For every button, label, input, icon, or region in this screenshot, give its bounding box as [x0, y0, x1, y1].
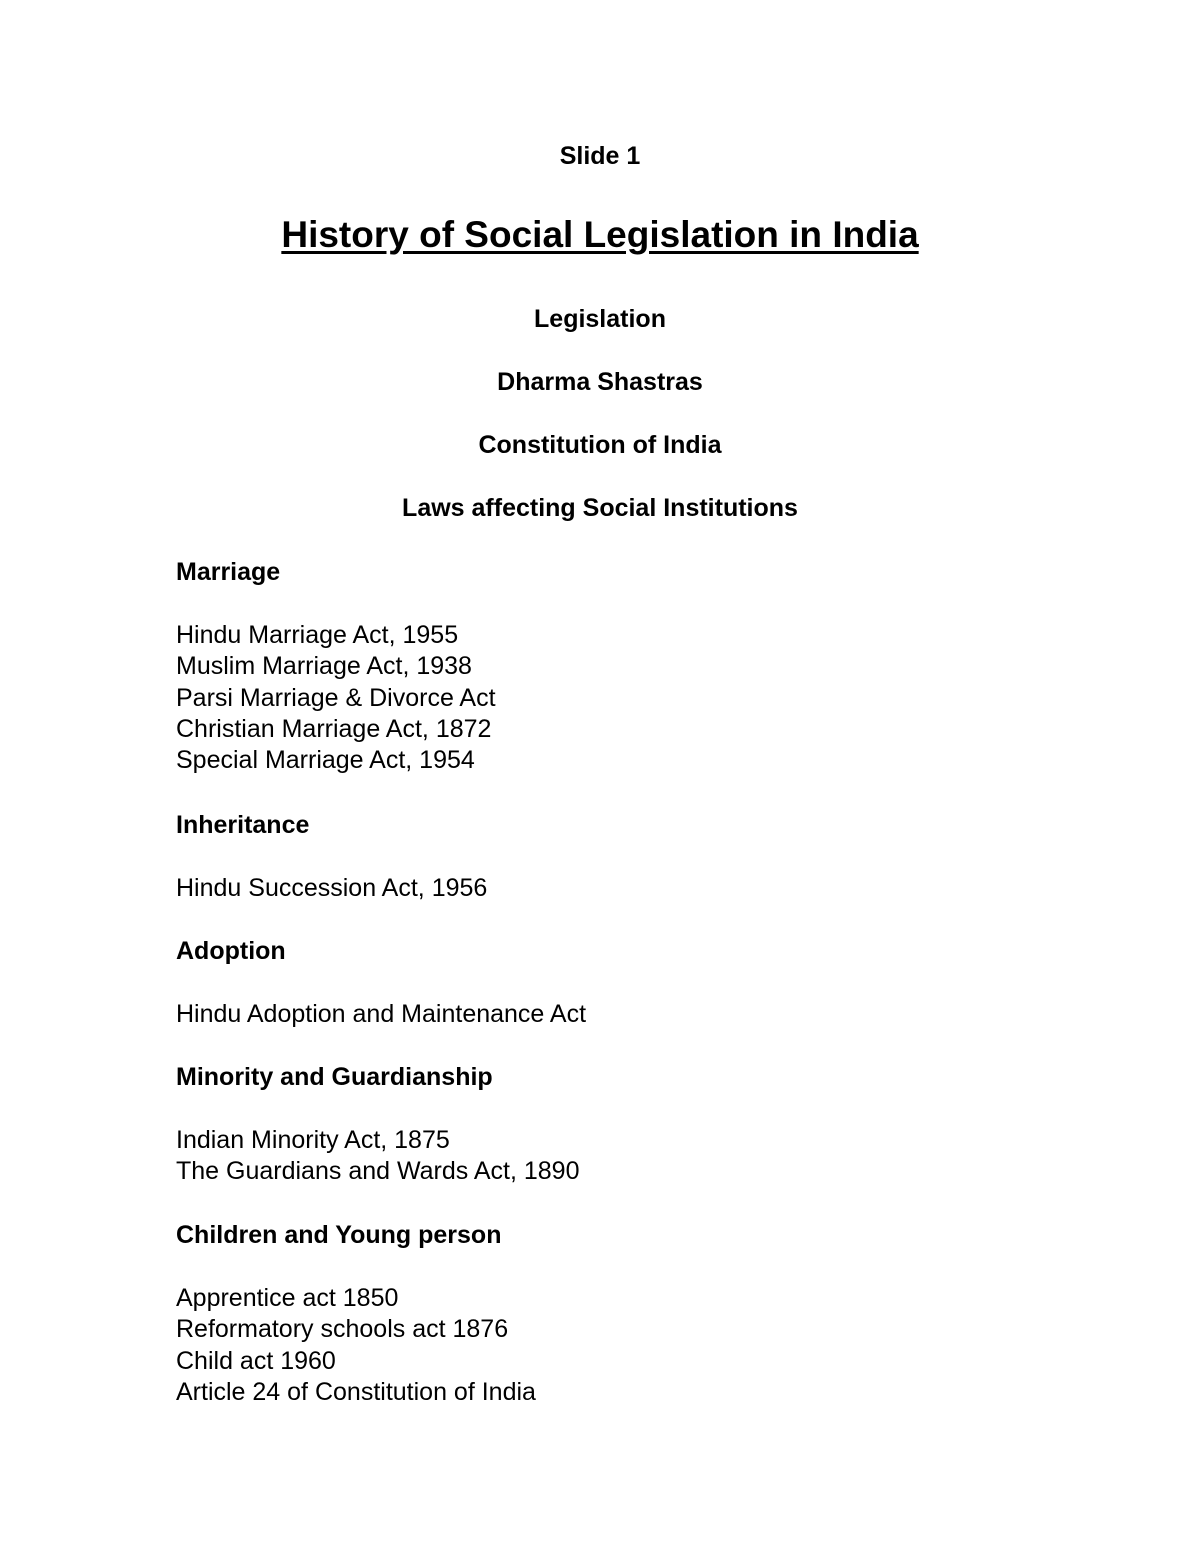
page-title: History of Social Legislation in India [281, 214, 919, 255]
slide-label: Slide 1 [559, 142, 641, 170]
section-minority-guardianship [176, 1062, 1156, 1188]
list-item: Parsi Marriage & Divorce Act [176, 683, 496, 712]
section-marriage [176, 557, 1156, 776]
subheading-legislation: Legislation [534, 305, 666, 333]
section-list [176, 1283, 1156, 1408]
subheading-constitution: Constitution of India [478, 431, 722, 459]
subheading-social-institutions: Laws affecting Social Institutions [402, 494, 798, 522]
list-item: Article 24 of Constitution of India [176, 1377, 536, 1406]
list-item: Muslim Marriage Act, 1938 [176, 652, 472, 681]
section-list [176, 999, 1156, 1030]
section-children-young-person [176, 1220, 1156, 1408]
subheading-dharma-shastras: Dharma Shastras [497, 368, 703, 396]
section-heading: Marriage [176, 558, 281, 586]
list-item: Hindu Marriage Act, 1955 [176, 621, 459, 649]
section-list [176, 873, 1156, 904]
list-item: Hindu Succession Act, 1956 [176, 874, 488, 902]
section-list [176, 1125, 1156, 1188]
list-item: Reformatory schools act 1876 [176, 1315, 509, 1344]
section-list [176, 620, 1156, 776]
list-item: The Guardians and Wards Act, 1890 [176, 1157, 580, 1186]
list-item: Christian Marriage Act, 1872 [176, 714, 492, 743]
section-inheritance [176, 810, 1156, 904]
section-heading: Minority and Guardianship [176, 1063, 493, 1091]
section-heading: Children and Young person [176, 1221, 502, 1249]
section-heading: Adoption [176, 937, 286, 965]
section-adoption [176, 936, 1156, 1030]
list-item: Special Marriage Act, 1954 [176, 746, 475, 775]
list-item: Child act 1960 [176, 1346, 336, 1375]
list-item: Apprentice act 1850 [176, 1284, 399, 1312]
list-item: Indian Minority Act, 1875 [176, 1126, 450, 1154]
list-item: Hindu Adoption and Maintenance Act [176, 1000, 587, 1028]
section-heading: Inheritance [176, 811, 310, 839]
